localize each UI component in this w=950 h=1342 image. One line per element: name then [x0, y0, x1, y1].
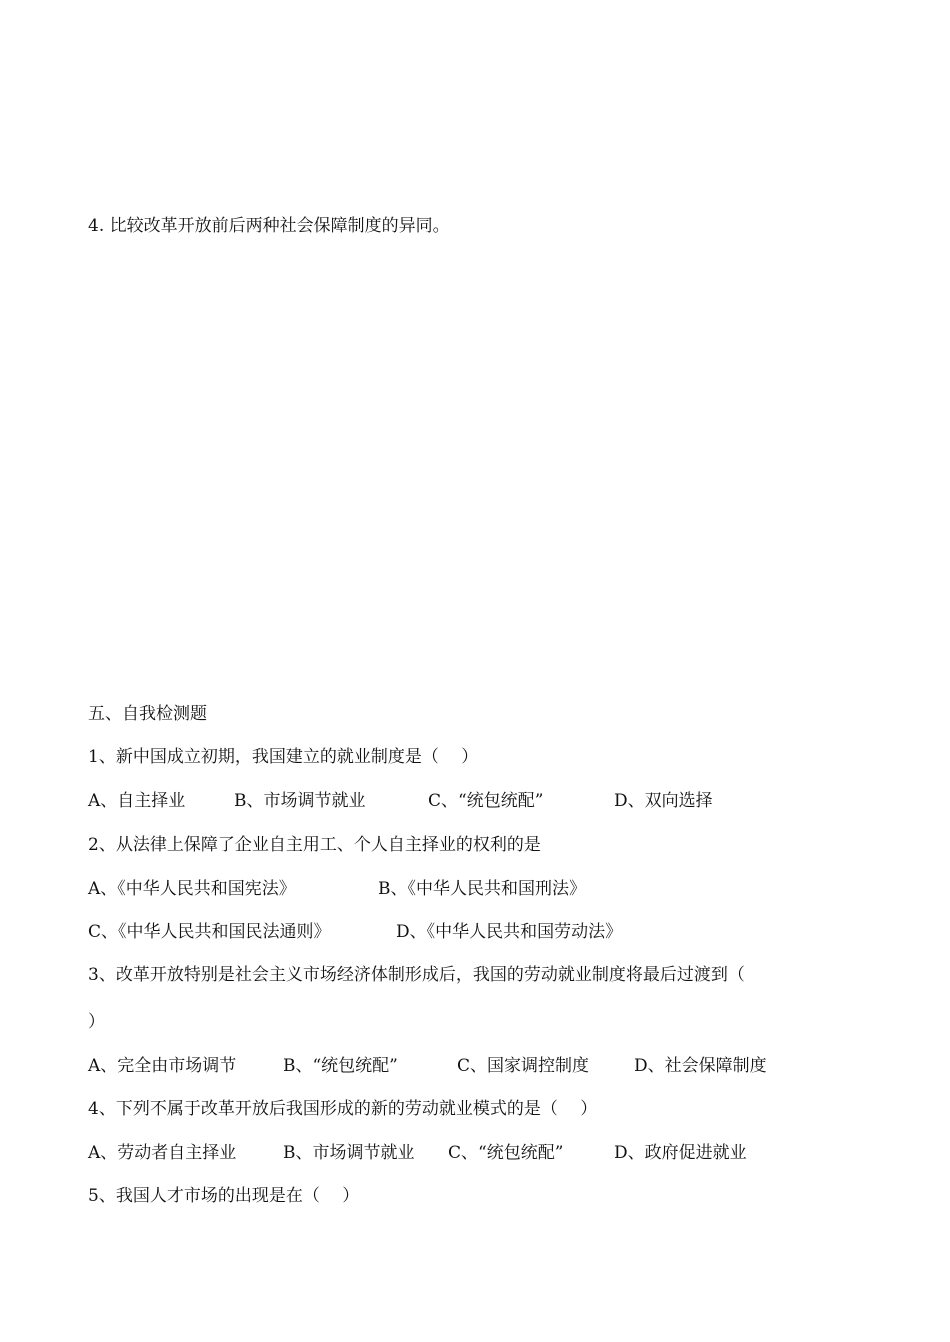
- question-4-option-b: B、市场调节就业: [283, 1143, 415, 1163]
- section-title: 五、自我检测题: [88, 704, 207, 724]
- question-3-stem-continued: ）: [88, 1012, 105, 1032]
- question-3-option-d: D、社会保障制度: [634, 1056, 767, 1076]
- question-1-option-a: A、自主择业: [88, 791, 186, 811]
- question-3-option-c: C、国家调控制度: [457, 1056, 590, 1076]
- question-4-option-c: C、“统包统配”: [448, 1143, 564, 1163]
- question-4-stem: 4、下列不属于改革开放后我国形成的新的劳动就业模式的是（ ）: [88, 1099, 598, 1119]
- question-4-options: [88, 1141, 747, 1165]
- question-3-options: [88, 1054, 767, 1078]
- question-3-option-a: A、完全由市场调节: [88, 1056, 237, 1076]
- question-2-option-b: B、《中华人民共和国刑法》: [378, 879, 586, 899]
- question-2-options-row2: [88, 920, 622, 944]
- question-4-option-d: D、政府促进就业: [614, 1143, 747, 1163]
- question-3-option-b: B、“统包统配”: [283, 1056, 398, 1076]
- question-2-option-d: D、《中华人民共和国劳动法》: [396, 922, 623, 942]
- question-2-option-a: A、《中华人民共和国宪法》: [88, 879, 296, 899]
- question-4-option-a: A、劳动者自主择业: [88, 1143, 237, 1163]
- question-2-option-c: C、《中华人民共和国民法通则》: [88, 922, 331, 942]
- question-1-option-d: D、双向选择: [614, 791, 713, 811]
- question-1-options: [88, 789, 713, 813]
- question-1-stem: 1、新中国成立初期，我国建立的就业制度是（ ）: [88, 747, 479, 767]
- question-1-option-b: B、市场调节就业: [234, 791, 366, 811]
- question-5-stem: 5、我国人才市场的出现是在（ ）: [88, 1186, 360, 1206]
- question-2-options-row1: [88, 877, 586, 901]
- question-4-comparison: 4. 比较改革开放前后两种社会保障制度的异同。: [88, 216, 450, 236]
- question-2-stem: 2、从法律上保障了企业自主用工、个人自主择业的权利的是: [88, 835, 541, 855]
- question-3-stem: 3、改革开放特别是社会主义市场经济体制形成后，我国的劳动就业制度将最后过渡到（: [88, 965, 745, 985]
- question-1-option-c: C、“统包统配”: [428, 791, 544, 811]
